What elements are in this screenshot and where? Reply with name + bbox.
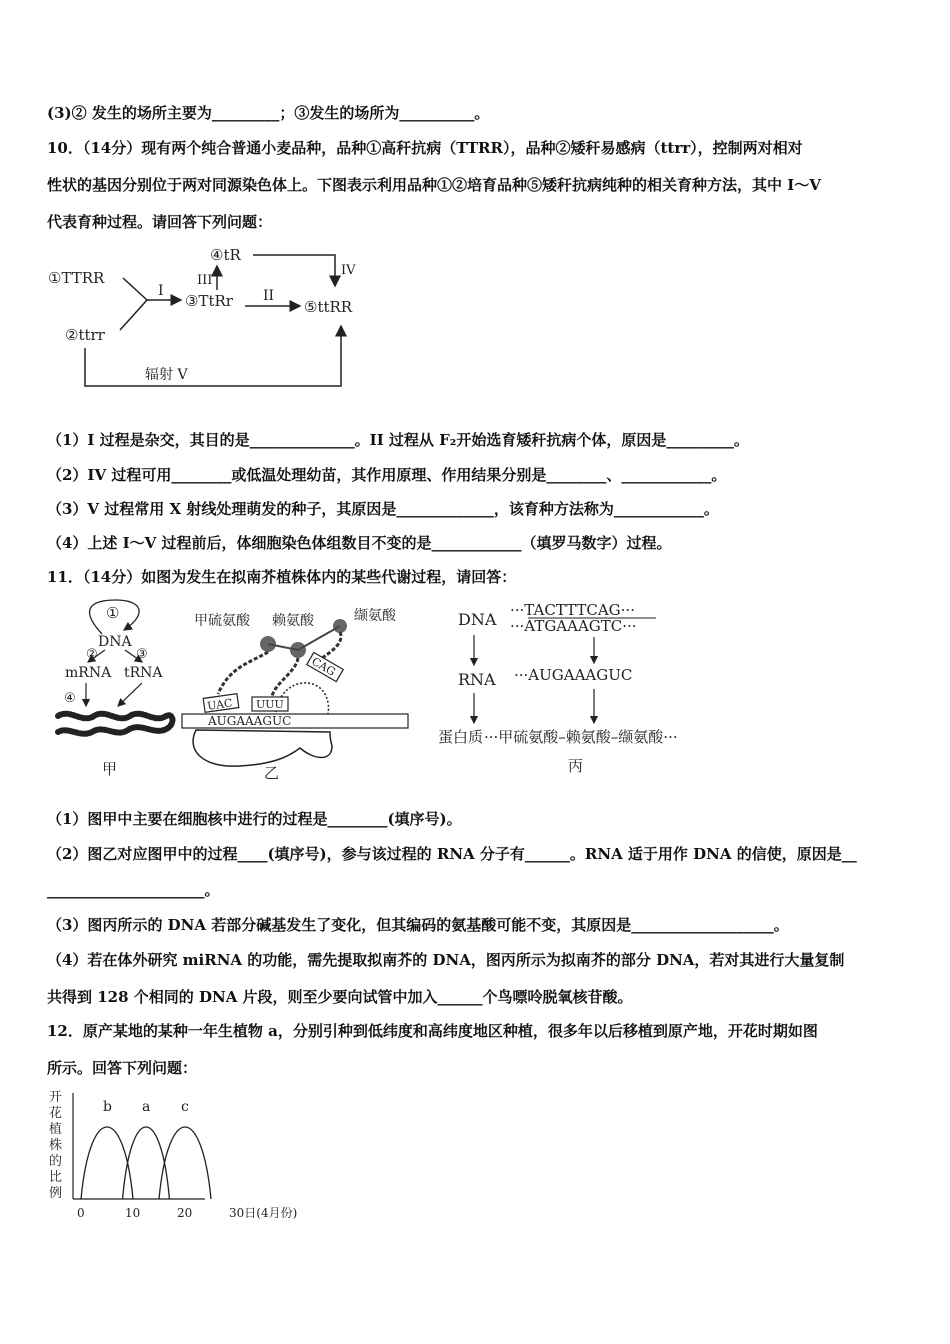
q10-sub2: （2）IV 过程可用________或低温处理幼苗，其作用原理、作用结果分别是________、____________。 bbox=[47, 466, 727, 484]
flowering-chart bbox=[45, 1085, 305, 1225]
yi-mrna-sequence: AUGAAAGUC bbox=[208, 714, 292, 728]
curve-label-b: b bbox=[103, 1099, 112, 1115]
anticodon-3-text: CAG bbox=[309, 654, 338, 679]
dna-coding-strand: ···ATGAAAGTC··· bbox=[510, 617, 637, 635]
peptide-chain bbox=[268, 626, 340, 650]
q11-sub1: （1）图甲中主要在细胞核中进行的过程是________(填序号)。 bbox=[47, 810, 462, 828]
figure-yi bbox=[180, 600, 420, 785]
process-3: ③ bbox=[136, 647, 148, 662]
anticodon-2-text: UUU bbox=[256, 698, 284, 711]
figure-jia-label: 甲 bbox=[102, 760, 118, 778]
step-V: 辐射 V bbox=[145, 367, 188, 383]
curve-a bbox=[123, 1127, 170, 1199]
q11-sub2-line1: （2）图乙对应图甲中的过程____(填序号)，参与该过程的 RNA 分子有______。RNA 适于用作 DNA 的信使，原因是__ bbox=[47, 845, 857, 863]
process-2: ② bbox=[86, 647, 98, 662]
q11-sub4-line1: （4）若在体外研究 miRNA 的功能，需先提取拟南芥的 DNA，图丙所示为拟南芥的部分 DNA，若对其进行大量复制 bbox=[47, 951, 845, 969]
amino-lys: 赖氨酸 bbox=[272, 613, 314, 629]
trna-arrow bbox=[118, 683, 142, 706]
jia-mrna: mRNA bbox=[65, 665, 112, 681]
q10-sub3: （3）V 过程常用 X 射线处理萌发的种子，其原因是_____________，该育种方法称为____________。 bbox=[47, 500, 719, 518]
curve-label-a: a bbox=[142, 1099, 151, 1115]
q12-stem-line1: 12．原产某地的某种一年生植物 a，分别引种到低纬度和高纬度地区种植，很多年以后移植到原产地，开花时期如图 bbox=[47, 1022, 818, 1040]
bing-rna: RNA bbox=[458, 670, 496, 689]
polypeptide-coil bbox=[58, 714, 173, 734]
amino-acid-chain: ···甲硫氨酸–赖氨酸–缬氨酸··· bbox=[484, 728, 678, 746]
x-tick-2: 20 bbox=[177, 1206, 193, 1220]
anticodon-1-text: UAC bbox=[206, 696, 234, 713]
dna-template-strand: ···TACTTTCAG··· bbox=[510, 601, 635, 619]
variety-5: ⑤ttRR bbox=[304, 298, 353, 316]
variety-3: ③TtRr bbox=[185, 292, 233, 310]
q11-sub4-line2: 共得到 128 个相同的 DNA 片段，则至少要向试管中加入______个鸟嘌呤脱氧核苷酸。 bbox=[47, 988, 633, 1006]
step-III: III bbox=[197, 273, 213, 288]
q12-stem-line2: 所示。回答下列问题： bbox=[47, 1059, 198, 1077]
step-II: II bbox=[263, 288, 275, 304]
jia-trna: tRNA bbox=[124, 665, 163, 681]
arrow-IV bbox=[253, 255, 335, 286]
cross-lines bbox=[120, 278, 147, 330]
q10-stem-line2: 性状的基因分别位于两对同源染色体上。下图表示利用品种①②培育品种⑤矮秆抗病纯种的相关育种方法，其中 I～V bbox=[47, 176, 821, 194]
figure-bing bbox=[434, 595, 734, 780]
anticodon-2 bbox=[252, 697, 288, 711]
rna-sequence: ···AUGAAAGUC bbox=[514, 666, 633, 684]
q9-part3: (3)② 发生的场所主要为_________；③发生的场所为__________。 bbox=[47, 104, 490, 122]
figure-jia bbox=[50, 598, 180, 783]
process-4: ④ bbox=[64, 691, 76, 706]
figure-yi-label: 乙 bbox=[264, 764, 280, 782]
q11-sub2-line2: _____________________。 bbox=[47, 881, 220, 899]
x-tick-3: 30日(4月份) bbox=[229, 1206, 298, 1220]
chart-ylabel: 开花植株的比例 bbox=[49, 1090, 63, 1201]
arrow-V bbox=[85, 326, 341, 386]
trna-stem-1 bbox=[218, 652, 268, 694]
amino-val: 缬氨酸 bbox=[354, 608, 396, 624]
figure-bing-label: 丙 bbox=[568, 757, 584, 775]
q10-stem-line1: 10．（14分）现有两个纯合普通小麦品种，品种①高秆抗病（TTRR），品种②矮秆易感病（ttrr），控制两对相对 bbox=[47, 139, 803, 157]
q10-sub4: （4）上述 I～V 过程前后，体细胞染色体组数目不变的是____________（填罗马数字）过程。 bbox=[47, 534, 672, 552]
breeding-diagram bbox=[45, 240, 375, 390]
q11-sub3: （3）图丙所示的 DNA 若部分碱基发生了变化，但其编码的氨基酸可能不变，其原因是___________________。 bbox=[47, 916, 789, 934]
step-I: I bbox=[158, 283, 164, 299]
q11-stem: 11．（14分）如图为发生在拟南芥植株体内的某些代谢过程，请回答： bbox=[47, 568, 517, 586]
ribosome bbox=[193, 730, 332, 766]
bing-protein: 蛋白质 bbox=[438, 728, 484, 746]
amino-met: 甲硫氨酸 bbox=[194, 613, 250, 629]
variety-1: ①TTRR bbox=[48, 269, 105, 287]
q10-sub1: （1）I 过程是杂交，其目的是______________。II 过程从 F₂开始选育矮秆抗病个体，原因是_________。 bbox=[47, 431, 749, 449]
curve-c bbox=[159, 1127, 211, 1199]
process-1: ① bbox=[106, 604, 120, 622]
x-tick-0: 0 bbox=[77, 1206, 85, 1220]
step-IV: IV bbox=[341, 263, 356, 278]
x-tick-1: 10 bbox=[125, 1206, 141, 1220]
q10-stem-line3: 代表育种过程。请回答下列问题： bbox=[47, 213, 273, 231]
variety-2: ②ttrr bbox=[65, 326, 105, 344]
jia-dna: DNA bbox=[98, 634, 132, 650]
curve-label-c: c bbox=[181, 1099, 189, 1115]
bing-dna: DNA bbox=[458, 610, 497, 629]
variety-4: ④tR bbox=[210, 246, 241, 264]
curve-b bbox=[81, 1127, 133, 1199]
anticodon-1 bbox=[203, 694, 239, 713]
